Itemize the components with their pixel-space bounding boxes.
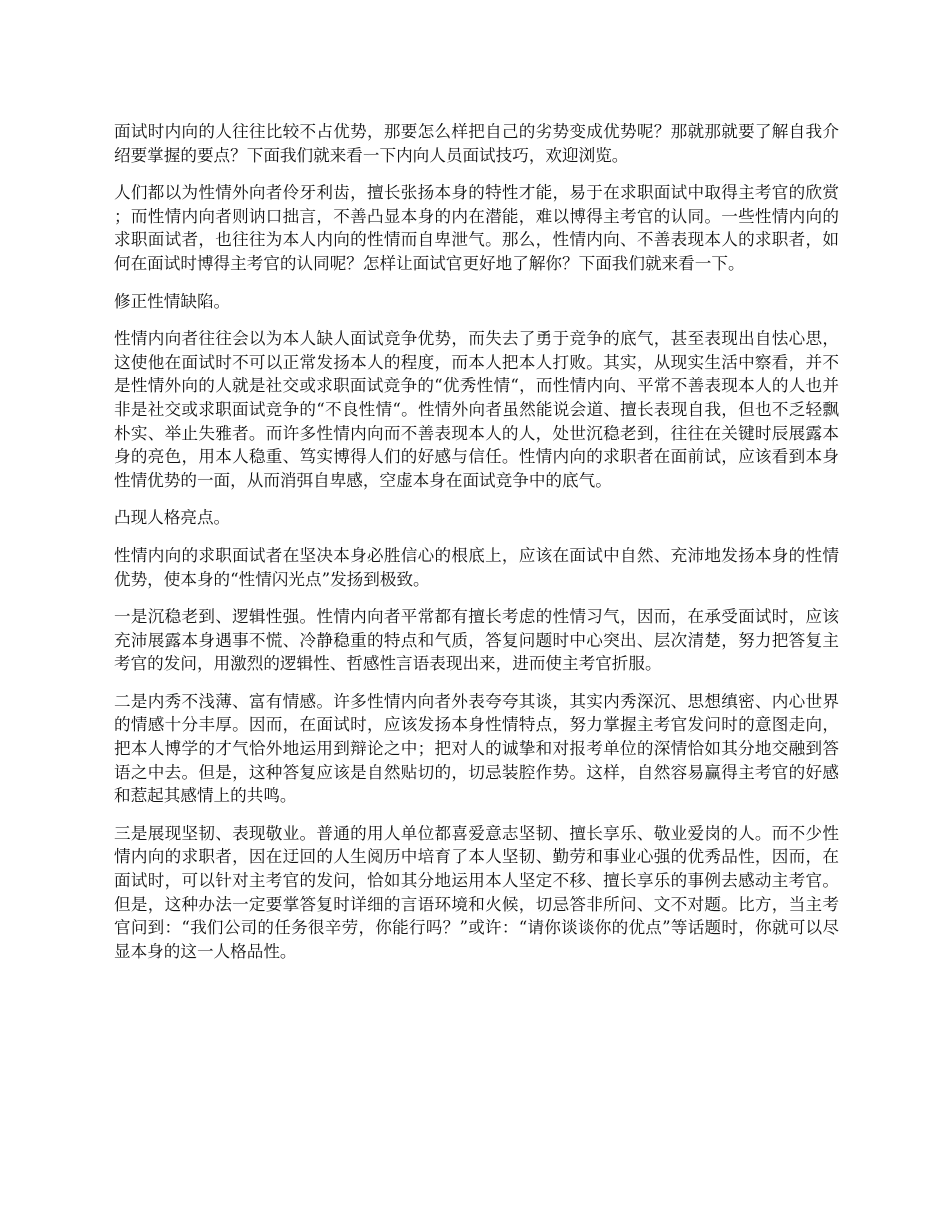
document-body <box>114 120 839 977</box>
point-two-paragraph: 二是内秀不浅薄、富有情感。许多性情内向者外表夸夸其谈，其实内秀深沉、思想缜密、内心世界的情感十分丰厚。因而，在面试时，应该发扬本身性情特点，努力掌握主考官发问时的意图走向，把本人博学的才气恰外地运用到辩论之中；把对人的诚挚和对报考单位的深情恰如其分地交融到答语之中去。但是，这种答复应该是自然贴切的，切忌装腔作势。这样，自然容易赢得主考官的好感和惹起其感情上的共鸣。 <box>114 691 839 806</box>
intro-paragraph: 面试时内向的人往往比较不占优势，那要怎么样把自己的劣势变成优势呢？那就那就要了解自我介绍要掌握的要点？下面我们就来看一下内向人员面试技巧，欢迎浏览。 <box>114 122 839 165</box>
point-one-paragraph: 一是沉稳老到、逻辑性强。性情内向者平常都有擅长考虑的性情习气，因而，在承受面试时，应该充沛展露本身遇事不慌、冷静稳重的特点和气质，答复问题时中心突出、层次清楚，努力把答复主考官的发问，用激烈的逻辑性、哲感性言语表现出来，进而使主考官折服。 <box>114 607 839 674</box>
section-heading-highlight-personality: 凸现人格亮点。 <box>114 508 231 528</box>
body-paragraph: 性情内向者往往会以为本人缺人面试竞争优势，而失去了勇于竞争的底气，甚至表现出自怯心思，这使他在面试时不可以正常发扬本人的程度，而本人把本人打败。其实，从现实生活中察看，并不是性情外向的人就是社交或求职面试竞争的“优秀性情“，而性情内向、平常不善表现本人的人也并非是社交或求职面试竞争的“不良性情“。性情外向者虽然能说会道、擅长表现自我，但也不乏轻飘朴实、举止失雅者。而许多性情内向而不善表现本人的人，处世沉稳老到，往往在关键时辰展露本身的亮色，用本人稳重、笃实博得人们的好感与信任。性情内向的求职者在面前试，应该看到本身性情优势的一面，从而消弭自卑感，空虚本身在面试竞争中的底气。 <box>114 329 839 490</box>
body-paragraph: 性情内向的求职面试者在坚决本身必胜信心的根底上，应该在面试中自然、充沛地发扬本身的性情优势，使本身的“性情闪光点”发扬到极致。 <box>114 545 839 589</box>
section-heading-fix-personality: 修正性情缺陷。 <box>114 291 231 311</box>
point-three-paragraph: 三是展现坚韧、表现敬业。普通的用人单位都喜爱意志坚韧、擅长享乐、敬业爱岗的人。而不少性情内向的求职者，因在迂回的人生阅历中培育了本人坚韧、勤劳和事业心强的优秀品性，因而，在面试时，可以针对主考官的发问，恰如其分地运用本人坚定不移、擅长享乐的事例去感动主考官。但是，这种办法一定要掌答复时详细的言语环境和火候，切忌答非所问、文不对题。比方，当主考官问到：“我们公司的任务很辛劳，你能行吗？”或许：“请你谈谈你的优点”等话题时，你就可以尽显本身的这一人格品性。 <box>114 823 839 961</box>
body-paragraph: 人们都以为性情外向者伶牙利齿，擅长张扬本身的特性才能，易于在求职面试中取得主考官的欣赏；而性情内向者则讷口拙言，不善凸显本身的内在潜能，难以博得主考官的认同。一些性情内向的求职面试者，也往往为本人内向的性情而自卑泄气。那么，性情内向、不善表现本人的求职者，如何在面试时博得主考官的认同呢？怎样让面试官更好地了解你？下面我们就来看一下。 <box>114 183 839 273</box>
